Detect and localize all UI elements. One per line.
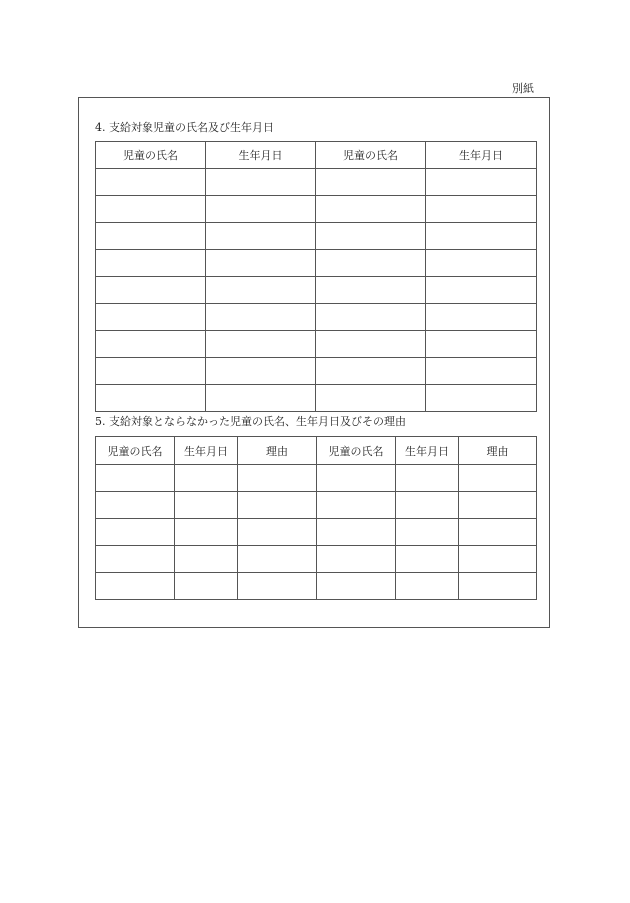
table-cell-input[interactable] [317, 492, 396, 519]
table-cell-input[interactable] [206, 277, 316, 304]
table-cell-input[interactable] [206, 196, 316, 223]
table-cell-input[interactable] [238, 519, 317, 546]
header-birth-date: 生年月日 [426, 142, 537, 169]
header-reason: 理由 [459, 437, 537, 465]
table-cell-input[interactable] [316, 304, 426, 331]
table-cell-input[interactable] [96, 546, 175, 573]
table-cell-input[interactable] [426, 304, 537, 331]
table-header-row [96, 437, 537, 465]
table-cell-input[interactable] [316, 385, 426, 412]
header-child-name: 児童の氏名 [317, 437, 396, 465]
table-cell-input[interactable] [459, 492, 537, 519]
header-child-name: 児童の氏名 [316, 142, 426, 169]
table-cell-input[interactable] [206, 385, 316, 412]
table-cell-input[interactable] [426, 277, 537, 304]
table-cell-input[interactable] [96, 331, 206, 358]
table-cell-input[interactable] [96, 223, 206, 250]
attachment-label: 別紙 [512, 82, 534, 95]
table-cell-input[interactable] [175, 573, 238, 600]
section-5-title: 5. 支給対象とならなかった児童の氏名、生年月日及びその理由 [95, 415, 406, 428]
table-cell-input[interactable] [96, 573, 175, 600]
section-4-title: 4. 支給対象児童の氏名及び生年月日 [95, 121, 274, 134]
table-cell-input[interactable] [238, 573, 317, 600]
table-cell-input[interactable] [316, 196, 426, 223]
table-row [96, 250, 537, 277]
table-cell-input[interactable] [206, 169, 316, 196]
table-cell-input[interactable] [206, 304, 316, 331]
header-birth-date: 生年月日 [175, 437, 238, 465]
header-child-name: 児童の氏名 [96, 437, 175, 465]
table-row [96, 277, 537, 304]
table-cell-input[interactable] [426, 385, 537, 412]
table-cell-input[interactable] [459, 546, 537, 573]
table-cell-input[interactable] [238, 546, 317, 573]
header-birth-date: 生年月日 [206, 142, 316, 169]
table-cell-input[interactable] [206, 223, 316, 250]
table-cell-input[interactable] [316, 277, 426, 304]
table-row [96, 385, 537, 412]
table-cell-input[interactable] [96, 465, 175, 492]
table-cell-input[interactable] [96, 358, 206, 385]
table-cell-input[interactable] [317, 573, 396, 600]
table-cell-input[interactable] [206, 331, 316, 358]
table-cell-input[interactable] [459, 573, 537, 600]
header-reason: 理由 [238, 437, 317, 465]
table-cell-input[interactable] [96, 196, 206, 223]
ineligible-children-table [95, 436, 537, 600]
table-cell-input[interactable] [317, 519, 396, 546]
table-cell-input[interactable] [426, 250, 537, 277]
table-cell-input[interactable] [426, 358, 537, 385]
table-cell-input[interactable] [459, 519, 537, 546]
table-cell-input[interactable] [175, 492, 238, 519]
table-row [96, 196, 537, 223]
table-cell-input[interactable] [426, 169, 537, 196]
header-child-name: 児童の氏名 [96, 142, 206, 169]
table-cell-input[interactable] [396, 573, 459, 600]
header-birth-date: 生年月日 [396, 437, 459, 465]
table-row [96, 546, 537, 573]
table-row [96, 304, 537, 331]
table-cell-input[interactable] [96, 492, 175, 519]
table-row [96, 492, 537, 519]
table-cell-input[interactable] [316, 358, 426, 385]
table-cell-input[interactable] [426, 331, 537, 358]
table-cell-input[interactable] [317, 465, 396, 492]
table-cell-input[interactable] [238, 465, 317, 492]
table-cell-input[interactable] [317, 546, 396, 573]
table-cell-input[interactable] [396, 546, 459, 573]
table-cell-input[interactable] [316, 331, 426, 358]
table-cell-input[interactable] [96, 519, 175, 546]
table-row [96, 223, 537, 250]
table-cell-input[interactable] [96, 250, 206, 277]
table-row [96, 358, 537, 385]
table-cell-input[interactable] [175, 519, 238, 546]
table-header-row [96, 142, 537, 169]
table-cell-input[interactable] [396, 519, 459, 546]
table-row [96, 573, 537, 600]
table-row [96, 169, 537, 196]
table-cell-input[interactable] [238, 492, 317, 519]
table-cell-input[interactable] [175, 546, 238, 573]
table-row [96, 519, 537, 546]
table-row [96, 331, 537, 358]
table-cell-input[interactable] [316, 169, 426, 196]
table-cell-input[interactable] [459, 465, 537, 492]
table-cell-input[interactable] [396, 465, 459, 492]
table-cell-input[interactable] [316, 223, 426, 250]
table-cell-input[interactable] [96, 277, 206, 304]
eligible-children-table [95, 141, 537, 412]
table-cell-input[interactable] [175, 465, 238, 492]
table-cell-input[interactable] [316, 250, 426, 277]
table-cell-input[interactable] [96, 304, 206, 331]
form-frame [78, 97, 550, 628]
table-cell-input[interactable] [206, 358, 316, 385]
table-cell-input[interactable] [96, 385, 206, 412]
table-cell-input[interactable] [396, 492, 459, 519]
table-row [96, 465, 537, 492]
table-cell-input[interactable] [206, 250, 316, 277]
table-cell-input[interactable] [426, 196, 537, 223]
table-cell-input[interactable] [96, 169, 206, 196]
table-cell-input[interactable] [426, 223, 537, 250]
